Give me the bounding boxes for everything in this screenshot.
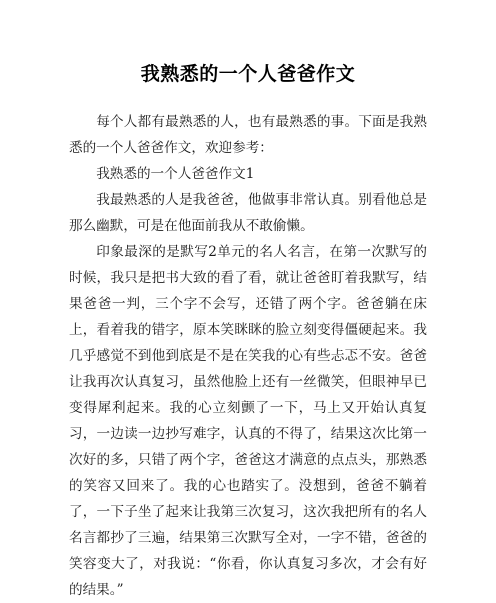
- paragraph-main: 印象最深的是默写2单元的名人名言，在第一次默写的时候，我只是把书大致的看了看，就让爸爸盯着我默写，结果爸爸一判，三个字不会写，还错了两个字。爸爸躺在床上，看着我的错字，原本笑眯眯的脸立刻变得僵硬起来。我几乎感觉不到他到底是不是在笑我的心有些忐忑不安。爸爸让我再次认真复习，虽然他脸上还有一丝微笑，但眼神早已变得犀利起来。我的心立刻颤了一下，马上又开始认真复习，一边读一边抄写难字，认真的不得了，结果这次比第一次好的多，只错了两个字，爸爸这才满意的点点头，那熟悉的笑容又回来了。我的心也踏实了。没想到，爸爸不躺着了，一下子坐了起来让我第三次复习，这次我把所有的名人名言都抄了三遍，结果第三次默写全对，一字不错，爸爸的笑容变大了，对我说：“你看，你认真复习多次，才会有好的结果。”: [69, 244, 427, 598]
- paragraph-subheading: 我熟悉的一个人爸爸作文1: [96, 166, 255, 182]
- document-body: [69, 109, 427, 603]
- paragraph-intro: 每个人都有最熟悉的人，也有最熟悉的事。下面是我熟悉的一个人爸爸作文，欢迎参考：: [69, 114, 427, 156]
- document-title: 我熟悉的一个人爸爸作文: [140, 63, 356, 85]
- paragraph-opening: 我最熟悉的人是我爸爸，他做事非常认真。别看他总是那么幽默，可是在他面前我从不敢偷懒。: [69, 192, 427, 234]
